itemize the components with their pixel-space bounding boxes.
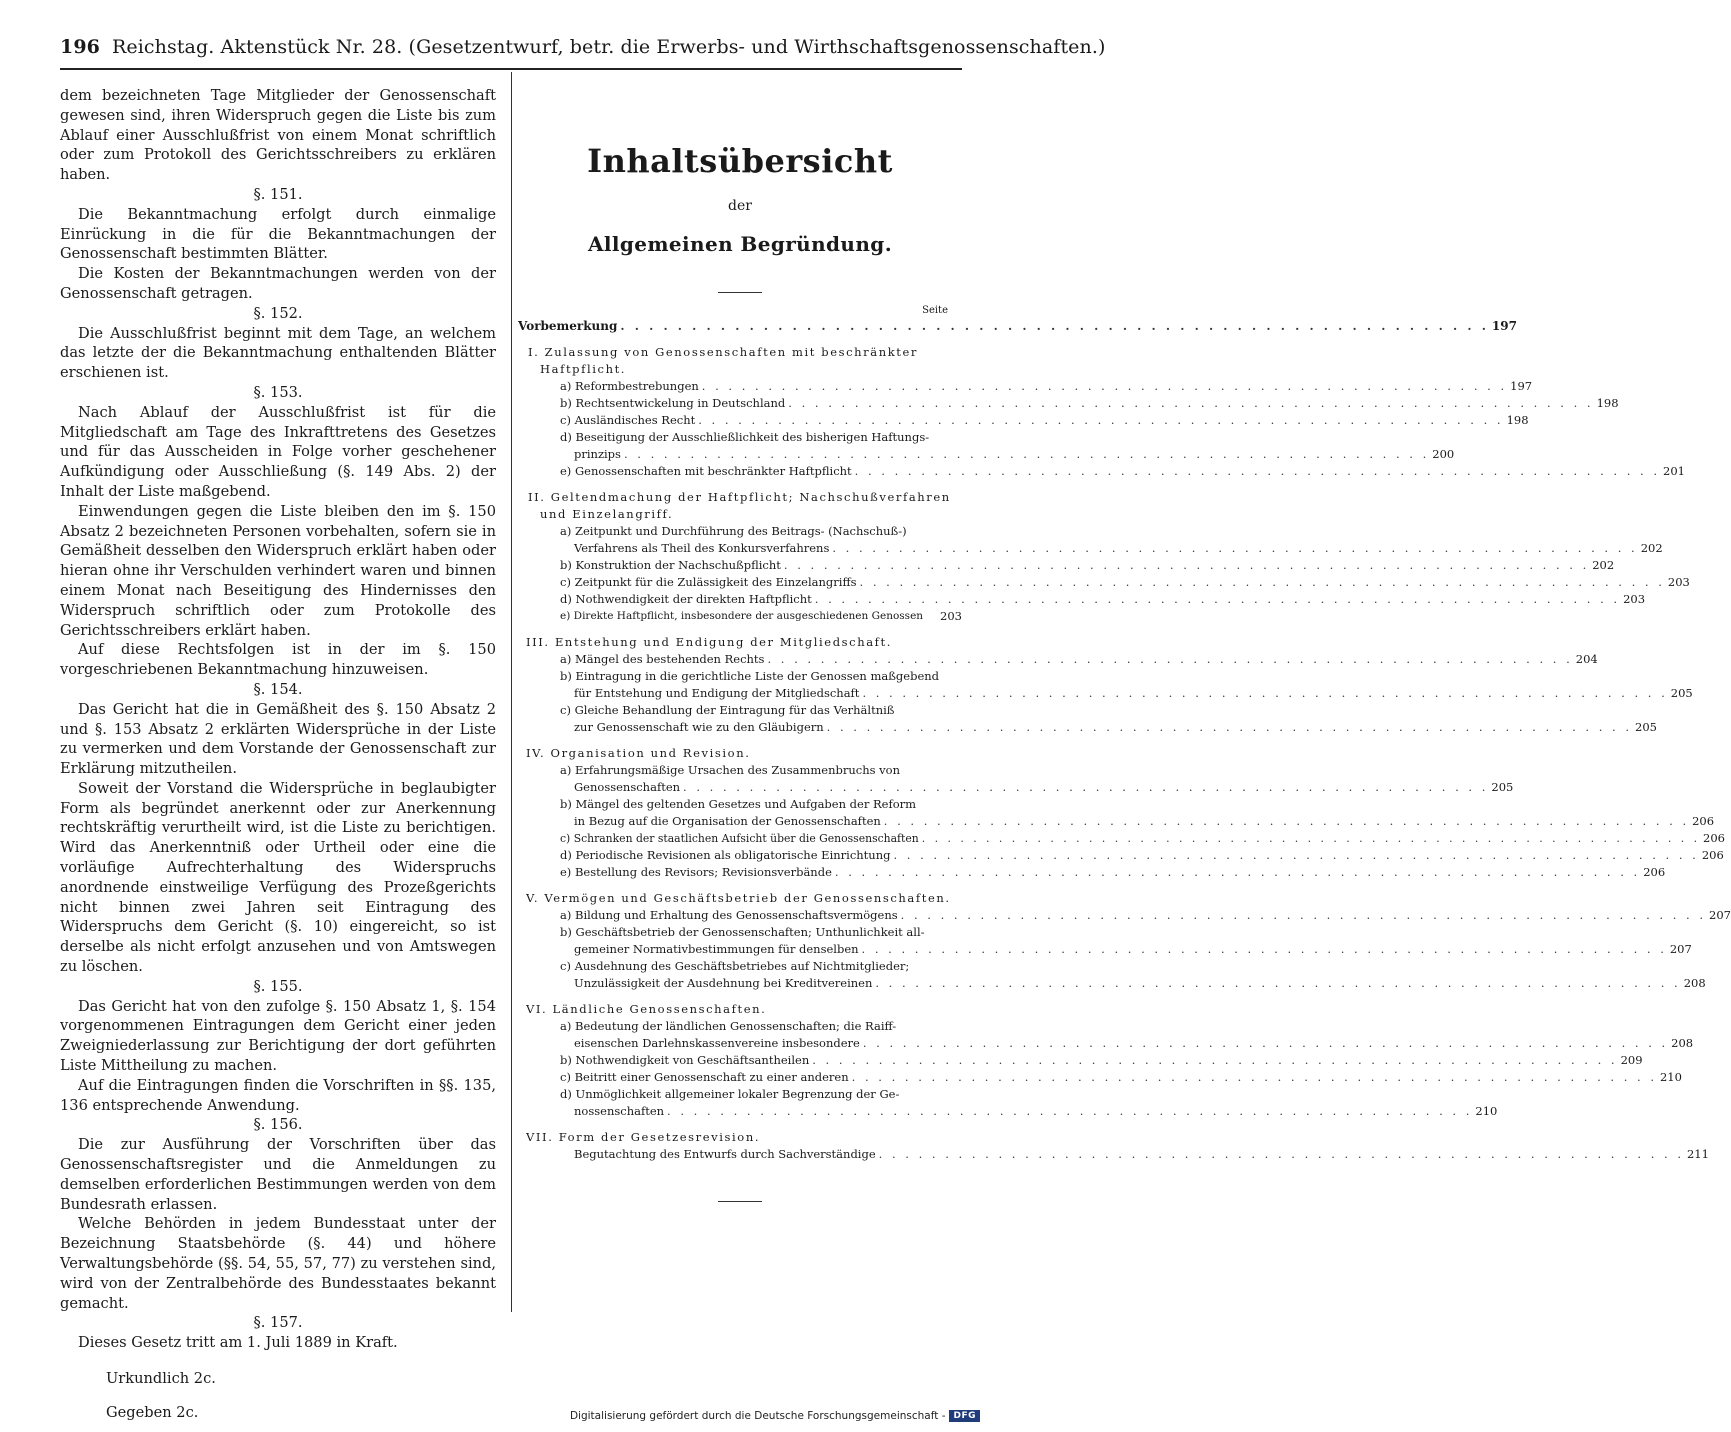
toc-label: c) Schranken der staatlichen Aufsicht über die Genossenschaften <box>560 832 919 845</box>
paragraph: Auf diese Rechtsfolgen ist in der im §. 150 vorgeschriebenen Bekanntmachung hinzuweisen. <box>60 641 496 679</box>
toc-page: 210 <box>1659 1070 1682 1084</box>
toc-page: 209 <box>1620 1053 1643 1067</box>
toc-label: c) Ausdehnung des Geschäftsbetriebes auf Nichtmitglieder; <box>560 959 910 973</box>
toc-entry <box>518 864 1666 881</box>
toc-entry <box>518 847 1724 864</box>
leader-dots <box>860 574 1665 591</box>
toc-label-continued: eisenschen Darlehnskassenvereine insbesondere <box>574 1036 860 1050</box>
paragraph: Einwendungen gegen die Liste bleiben den im §. 150 Absatz 2 bezeichneten Personen vorbehalten, sofern sie in Gemäßheit desselben den Widerspruch erklärt haben oder hieran ohne ihr Verschulden verhindert waren und binnen einem Monat nach Beseitigung des Hindernisses den Widerspruch schriftlich oder zum Protokolle des Gerichtsschreibers erklärt haben. <box>60 502 496 639</box>
leader-dots <box>620 318 1489 335</box>
toc-label-continued: prinzips <box>574 447 621 461</box>
toc-page: 205 <box>1491 780 1514 794</box>
toc-page: 203 <box>940 609 962 623</box>
divider-rule <box>718 1201 762 1202</box>
toc-section <box>518 890 1731 992</box>
paragraph: Die Kosten der Bekanntmachungen werden von der Genossenschaft getragen. <box>60 265 496 302</box>
table-of-contents <box>518 318 1731 1202</box>
paragraph: Die Bekanntmachung erfolgt durch einmalige Einrückung in die für die Bekanntmachungen der Genossenschaft bestimmten Blätter. <box>60 205 496 263</box>
toc-label: a) Bildung und Erhaltung des Genossenschaftsvermögens <box>560 908 898 922</box>
toc-label: Vorbemerkung <box>518 319 618 333</box>
toc-label: a) Bedeutung der ländlichen Genossenschaften; die Raiff- <box>560 1019 897 1033</box>
toc-page: 198 <box>1596 396 1619 410</box>
toc-label: b) Eintragung in die gerichtliche Liste der Genossen maßgebend <box>560 669 940 683</box>
leader-dots <box>922 830 1700 847</box>
toc-section-heading: I. Zulassung von Genossenschaften mit beschränkter Haftpflicht. <box>528 345 919 376</box>
toc-entry <box>518 574 1690 591</box>
paragraph: Nach Ablauf der Ausschlußfrist ist für die Mitgliedschaft am Tage des Inkrafttretens des Gesetzes und für das Ausscheiden in Folge vorher geschehener Aufkündigung oder Ausschließung (§. 149 Abs. 2) der Inhalt der Liste maßgebend. <box>60 403 496 500</box>
paragraph: Soweit der Vorstand die Widersprüche in beglaubigter Form als begründet anerkennt oder zur Anerkennung rechtskräftig verurtheilt wird, ist die Liste zu berichtigen. Wird das Anerkenntniß oder Urtheil oder eine die vorläufige Aufrechterhaltung des Widerspruchs anordnende einstweilige Verfügung des Prozeßgerichts nicht binnen zwei Jahren seit Eintragung des Widerspruchs dem Gericht (§. 10) eingereicht, so ist derselbe als nicht erfolgt anzusehen und von Amtswegen zu löschen. <box>60 779 496 976</box>
toc-label-continued: Genossenschaften <box>574 780 681 794</box>
toc-label: b) Geschäftsbetrieb der Genossenschaften; Unthunlichkeit all- <box>560 925 925 939</box>
toc-page: 197 <box>1491 319 1517 333</box>
toc-entry <box>518 557 1615 574</box>
toc-label: d) Beseitigung der Ausschließlichkeit des bisherigen Haftungs- <box>560 430 930 444</box>
toc-section-heading: VII. Form der Gesetzesrevision. <box>526 1130 761 1144</box>
leader-dots <box>855 463 1660 480</box>
toc-page: 208 <box>1683 976 1706 990</box>
digitization-footer <box>570 1410 980 1422</box>
toc-label-continued: zur Genossenschaft wie zu den Gläubigern <box>574 720 824 734</box>
toc-section <box>518 745 1725 881</box>
signature-line: Urkundlich 2c. <box>106 1370 216 1387</box>
toc-entry <box>518 378 1533 395</box>
toc-label-continued: in Bezug auf die Organisation der Genossenschaften <box>574 814 881 828</box>
toc-entry <box>518 762 1514 796</box>
section-heading: §. 153. <box>253 383 303 401</box>
toc-label: e) Direkte Haftpflicht, insbesondere der ausgeschiedenen Genossen <box>560 610 924 622</box>
leader-dots <box>702 378 1507 395</box>
right-column <box>518 84 1731 1202</box>
toc-entry <box>518 1146 1709 1163</box>
toc-label: a) Zeitpunkt und Durchführung des Beitrags- (Nachschuß-) <box>560 524 907 538</box>
toc-section <box>518 1001 1694 1120</box>
toc-page: 203 <box>1623 592 1646 606</box>
toc-label: d) Unmöglichkeit allgemeiner lokaler Begrenzung der Ge- <box>560 1087 900 1101</box>
toc-entry <box>518 523 1663 557</box>
toc-page: 205 <box>1670 686 1693 700</box>
toc-page: 203 <box>1667 575 1690 589</box>
leader-dots <box>784 557 1589 574</box>
toc-page: 205 <box>1635 720 1657 734</box>
leader-dots <box>862 685 1667 702</box>
paragraph: Welche Behörden in jedem Bundesstaat unter der Bezeichnung Staatsbehörde (§. 44) und höhere Verwaltungsbehörde (§§. 54, 55, 57, 77) zu verstehen sind, wird von der Zentralbehörde des Bundesstaates bekannt gemacht. <box>60 1215 496 1312</box>
toc-entry <box>518 958 1706 992</box>
leader-dots <box>667 1103 1472 1120</box>
toc-label: e) Genossenschaften mit beschränkter Haftpflicht <box>560 464 852 478</box>
leader-dots <box>832 540 1637 557</box>
toc-page: 197 <box>1510 379 1533 393</box>
toc-page: 201 <box>1663 464 1685 478</box>
toc-page: 211 <box>1686 1147 1709 1161</box>
section-heading: §. 157. <box>253 1314 303 1332</box>
signature-line: Gegeben 2c. <box>106 1403 199 1421</box>
toc-entry <box>518 1069 1682 1086</box>
toc-label: a) Mängel des bestehenden Rechts <box>560 652 765 666</box>
toc-section <box>518 634 1693 736</box>
toc-page: 206 <box>1703 831 1725 845</box>
toc-entry <box>518 830 1725 847</box>
section-heading: §. 154. <box>253 680 303 698</box>
toc-label: c) Gleiche Behandlung der Eintragung für das Verhältniß <box>560 703 895 717</box>
toc-entry <box>518 907 1731 924</box>
leader-dots <box>875 975 1680 992</box>
section-heading: §. 152. <box>253 304 303 322</box>
toc-page: 206 <box>1692 814 1715 828</box>
toc-page: 207 <box>1709 908 1731 922</box>
leader-dots <box>862 941 1667 958</box>
toc-label: d) Nothwendigkeit der direkten Haftpflicht <box>560 592 812 606</box>
toc-page: 200 <box>1432 447 1455 461</box>
toc-section <box>518 489 1690 625</box>
toc-connector: der <box>728 198 752 214</box>
toc-label: e) Bestellung des Revisors; Revisionsverbände <box>560 865 832 879</box>
toc-entry <box>518 608 962 625</box>
paragraph: Die zur Ausführung der Vorschriften über das Genossenschaftsregister und die Anmeldungen zu demselben erforderlichen Bestimmungen werden von dem Bundesrath erlassen. <box>60 1136 496 1213</box>
toc-title: Inhaltsübersicht <box>587 142 893 180</box>
leader-dots <box>767 651 1572 668</box>
paragraph: Die Ausschlußfrist beginnt mit dem Tage, an welchem das letzte der die Bekanntmachung enthaltenden Blätter erschienen ist. <box>60 324 496 382</box>
toc-entry <box>518 651 1598 668</box>
leader-dots <box>815 591 1620 608</box>
paragraph: Dieses Gesetz tritt am 1. Juli 1889 in Kraft. <box>78 1334 398 1352</box>
leader-dots <box>901 907 1706 924</box>
toc-page: 208 <box>1671 1036 1694 1050</box>
leader-dots <box>788 395 1593 412</box>
toc-label: b) Nothwendigkeit von Geschäftsantheilen <box>560 1053 810 1067</box>
page-column-label: Seite <box>922 305 948 316</box>
section-heading: §. 155. <box>253 977 303 995</box>
toc-label-continued: gemeiner Normativbestimmungen für denselben <box>574 942 859 956</box>
toc-section-heading: VI. Ländliche Genossenschaften. <box>526 1002 767 1016</box>
toc-section-heading: IV. Organisation und Revision. <box>526 746 751 760</box>
toc-label: c) Ausländisches Recht <box>560 413 696 427</box>
leader-dots <box>812 1052 1617 1069</box>
leader-dots <box>879 1146 1684 1163</box>
toc-entry <box>518 668 1693 702</box>
toc-entry <box>518 591 1646 608</box>
toc-label: b) Rechtsentwickelung in Deutschland <box>560 396 786 410</box>
running-title: Reichstag. Aktenstück Nr. 28. (Gesetzentwurf, betr. die Erwerbs- und Wirthschaftsgenossenschaften.) <box>111 36 1106 58</box>
toc-entry <box>518 318 1517 335</box>
toc-entry <box>518 1018 1694 1052</box>
leader-dots <box>683 779 1488 796</box>
paragraph: dem bezeichneten Tage Mitglieder der Genossenschaft gewesen sind, ihren Widerspruch gegen die Liste bis zum Ablauf einer Ausschlußfrist von einem Monat schriftlich oder zum Protokoll des Gerichtsschreibers zu erklären haben. <box>60 87 496 184</box>
toc-entry <box>518 1086 1498 1120</box>
toc-label: Begutachtung des Entwurfs durch Sachverständige <box>574 1147 876 1161</box>
toc-subtitle: Allgemeinen Begründung. <box>587 232 893 256</box>
leader-dots <box>827 719 1632 736</box>
section-heading: §. 151. <box>253 185 303 203</box>
toc-section <box>518 1129 1709 1163</box>
leader-dots <box>698 412 1503 429</box>
toc-page: 202 <box>1640 541 1663 555</box>
paragraph: Das Gericht hat die in Gemäßheit des §. 150 Absatz 2 und §. 153 Absatz 2 erklärten Widersprüche in der Liste zu vermerken und dem Vorstande der Genossenschaft zur Erklärung mitzutheilen. <box>60 700 496 778</box>
toc-section-heading: III. Entstehung und Endigung der Mitgliedschaft. <box>526 635 893 649</box>
paragraph: Das Gericht hat von den zufolge §. 150 Absatz 1, §. 154 vorgenommenen Eintragungen dem Gericht einer jeden Zweigniederlassung zur Berichtigung der dort geführten Liste Mittheilung zu machen. <box>60 997 496 1075</box>
toc-label: a) Reformbestrebungen <box>560 379 699 393</box>
toc-label: b) Konstruktion der Nachschußpflicht <box>560 558 781 572</box>
toc-label-continued: nossenschaften <box>574 1104 665 1118</box>
toc-label-continued: Unzulässigkeit der Ausdehnung bei Kreditvereinen <box>574 976 873 990</box>
divider-rule <box>718 292 762 293</box>
toc-label: d) Periodische Revisionen als obligatorische Einrichtung <box>560 848 891 862</box>
toc-label: c) Beitritt einer Genossenschaft zu einer anderen <box>560 1070 849 1084</box>
toc-page: 206 <box>1643 865 1666 879</box>
footer-text: Digitalisierung gefördert durch die Deutsche Forschungsgemeinschaft - <box>569 1410 946 1422</box>
toc-entry <box>518 796 1715 830</box>
dfg-logo: DFG <box>949 1410 980 1422</box>
toc-label-continued: Verfahrens als Theil des Konkursverfahrens <box>574 541 830 555</box>
toc-label: c) Zeitpunkt für die Zulässigkeit des Einzelangriffs <box>560 575 857 589</box>
page-number: 196 <box>60 36 100 58</box>
section-heading: §. 156. <box>253 1116 303 1134</box>
toc-page: 198 <box>1506 413 1529 427</box>
column-divider <box>511 72 512 1312</box>
toc-section-heading: II. Geltendmachung der Haftpflicht; Nachschußverfahren und Einzelangriff. <box>528 490 951 521</box>
leader-dots <box>624 446 1429 463</box>
leader-dots <box>835 864 1640 881</box>
left-column <box>60 86 496 1423</box>
toc-entry <box>518 1052 1643 1069</box>
toc-label: a) Erfahrungsmäßige Ursachen des Zusammenbruchs von <box>560 763 900 777</box>
toc-entry <box>518 924 1692 958</box>
paragraph: Auf die Eintragungen finden die Vorschriften in §§. 135, 136 entsprechende Anwendung. <box>60 1076 496 1114</box>
toc-page: 206 <box>1701 848 1724 862</box>
toc-entry <box>518 412 1529 429</box>
toc-section <box>518 344 1685 480</box>
leader-dots <box>893 847 1698 864</box>
toc-entry <box>518 702 1657 736</box>
toc-label-continued: für Entstehung und Endigung der Mitgliedschaft <box>574 686 860 700</box>
leader-dots <box>884 813 1689 830</box>
toc-entry <box>518 463 1685 480</box>
leader-dots <box>863 1035 1668 1052</box>
toc-section-heading: V. Vermögen und Geschäftsbetrieb der Genossenschaften. <box>526 891 951 905</box>
toc-page: 202 <box>1592 558 1615 572</box>
header-rule <box>60 68 962 70</box>
page-header <box>60 36 1106 58</box>
toc-entry <box>518 429 1455 463</box>
toc-label: b) Mängel des geltenden Gesetzes und Aufgaben der Reform <box>560 797 917 811</box>
toc-page: 207 <box>1669 942 1692 956</box>
toc-page: 204 <box>1575 652 1598 666</box>
leader-dots <box>852 1069 1657 1086</box>
toc-page: 210 <box>1475 1104 1498 1118</box>
toc-entry <box>518 395 1619 412</box>
